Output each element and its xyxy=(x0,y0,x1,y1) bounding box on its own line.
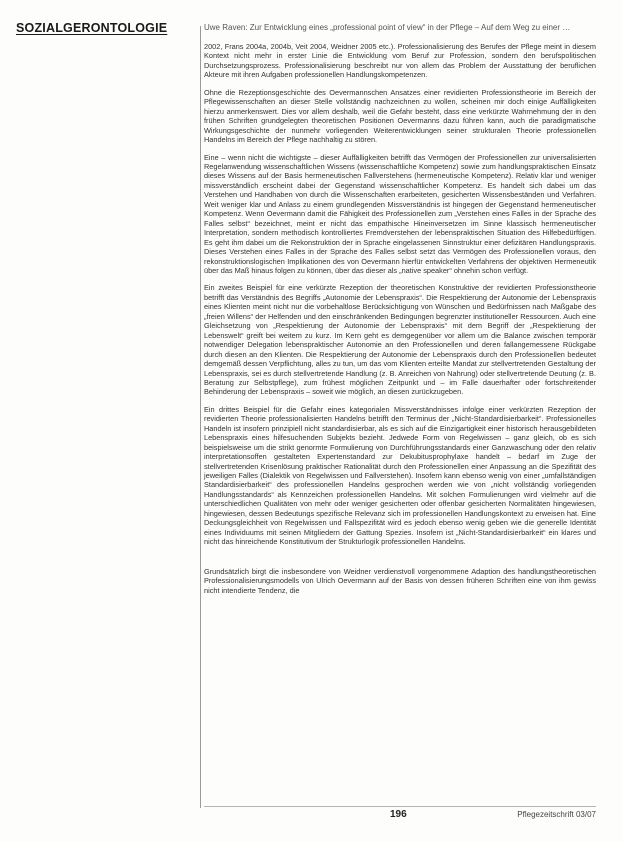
body-column xyxy=(204,42,596,603)
page-number: 196 xyxy=(390,809,407,820)
journal-name: SOZIALGERONTOLOGIE xyxy=(16,21,168,35)
paragraph-3: Eine – wenn nicht die wichtigste – dieser Auffälligkeiten betrifft das Vermögen der Professionellen zur universalisierten Regelanwendung wissenschaftlichen Wissens (wissenschaftliche Kompetenz) sowie zum handlungspraktischen Einsatz dieses Wissens auf der Basis hermeneutischen Fallverstehens (hermeneutische Kompetenz). Relativ klar und weniger missverständlich erscheint dabei der Gegenstand wissenschaftlicher Kompetenz. Es handelt sich dabei um das Verstehen und Handhaben von durch die Wissenschaften erarbeiteten, gesicherten Wissensbeständen und Verfahren. Weit weniger klar und Anlass zu einem grundlegenden Missverständnis ist hingegen der Gegenstand hermeneutischer Kompetenz. Wenn Oevermann damit die Fähigkeit des Professionellen zum „Verstehen eines Falles in der Sprache des Falles selbst“ bezeichnet, meint er nicht das empathische Hineinversetzen im Sinne klassisch hermeneutischer Interpretation, sondern methodisch kontrolliertes Fremdverstehen der lebenspraktischen Situation des Hilfebedürftigen. Es geht ihm dabei um die Rekonstruktion der in Sprache eingelassenen Sinnstruktur einer defizitären Handlungspraxis. Dieses Verstehen eines Falles in der Sprache des Falles selbst setzt das Vermögen des Professionellen voraus, den rekonstruktionslogischen Implikationen des von Oevermann hierfür entwickelten Verfahrens der objektiven Hermeneutik über das Maß hinaus folgen zu können, über das dieser als „native speaker“ ohnehin schon verfügt. xyxy=(204,152,596,275)
article-reference: Uwe Raven: Zur Entwicklung eines „professional point of view“ in der Pflege – Auf dem Weg zu einer … xyxy=(204,23,571,32)
paragraph-4: Ein zweites Beispiel für eine verkürzte Rezeption der theoretischen Konstruktive der revidierten Professionstheorie betrifft das Verständnis des Begriffs „Autonomie der Lebenspraxis“. Die Respektierung der Autonomie der Lebenspraxis eines Klienten meint nicht nur die vorbehaltlose Berücksichtigung von Wünschen und Bedürfnissen nach Maßgabe des „freien Willens“ der Helfenden und den einschränkenden Bedingungen begrenzter institutioneller Ressourcen. Auch eine Gleichsetzung von „Respektierung der Autonomie der Lebenspraxis“ mit dem Begriff der „Respektierung der Lebenswelt“ greift bei weitem zu kurz. Im Kern geht es demgegenüber vor allem um die Balance zwischen temporär notwendiger Delegation lebenspraktischer Autonomie an den Professionellen und deren fallangemessene Rückgabe durch diesen an den Klienten. Die Respektierung der Autonomie der Lebenspraxis durch den Professionellen bedeutet demgemäß dessen Verpflichtung, alles zu tun, um das vom Klienten erteilte Mandat zur stellvertretenden Gestaltung der Lebenspraxis, sei es durch stellvertretende Handlung (z. B. Anreichen von Nahrung) oder stellvertretende Deutung (z. B. Beratung zur Selbstpflege), zum frühest möglichen Zeitpunkt und – im Falle dauerhafter oder fortschreitender Behinderung der Lebenspraxis – soweit wie möglich, an diesen zurückzugeben. xyxy=(204,283,596,397)
paragraph-2: Ohne die Rezeptionsgeschichte des Oevermannschen Ansatzes einer revidierten Professionstheorie im Bereich der Pflegewissenschaften an dieser Stelle vollständig nachzeichnen zu wollen, scheinen mir doch einige Auffälligkeiten hierzu anmerkenswert. Dies vor allem deshalb, weil die Gefahr besteht, dass eine verkürzte Wahrnehmung der in den frühen Schriften grundgelegten theoretischen Positionen Oevermanns dazu führen kann, auch die paradigmatische Wirkungsgeschichte der nunmehr vorliegenden Weiterentwicklungen seiner strukturalen Theorie professionellen Handelns im Bereich der Pflege nachhaltig zu stören. xyxy=(204,87,596,145)
paragraph-1: 2002, Frans 2004a, 2004b, Veit 2004, Weidner 2005 etc.). Professionalisierung des Berufes der Pflege meint in diesem Kontext nicht mehr in erster Linie die Entwicklung vom Beruf zur Profession, sondern den berufspolitischen Durchsetzungsprozess. Professionalisierung beschreibt nur von allem das Problem der Ausstattung der beruflichen Akteure mit ihren Aufgaben professionellen Handlungskompetenzen. xyxy=(204,42,596,80)
paragraph-6: Grundsätzlich birgt die insbesondere von Weidner verdienstvoll vorgenommene Adaption des handlungstheoretischen Professionalisierungsmodells von Ulrich Oevermann auf der Basis von dessen früheren Schriften eine von ihm gewiss nicht intendierte Tendenz, die xyxy=(204,566,596,595)
running-head xyxy=(16,21,606,39)
left-margin-rule xyxy=(200,26,201,808)
issue-reference: Pflegezeitschrift 03/07 xyxy=(517,810,596,819)
paragraph-5: Ein drittes Beispiel für die Gefahr eines kategorialen Missverständnisses infolge einer verkürzten Rezeption der revidierten Theorie professionalisierten Handelns betrifft den Terminus der „Nicht-Standardisierbarkeit“. Professionelles Handeln ist insofern prinzipiell nicht standardisierbar, als es sich auf die Einzigartigkeit einer historisch herausgebildeten Lebenspraxis eines hilfesuchenden Subjekts bezieht. Jedwede Form von Regelwissen – ganz gleich, ob es sich beispielsweise um die strikt genormte Formulierung von Durchführungsstandards einer Ganzwaschung oder den relativ interpretationsoffen gestalteten Expertenstandard zur Dekubitusprophylaxe handelt – bedarf im Zuge der stellvertretenden Krisenlösung praktischer Rationalität durch den Professionellen einer Anpassung an die Spezifität des jeweiligen Falles (Dialektik von Regelwissen und Fallverstehen). Insofern kann ebenso wenig von einer „umfallständigen Standardisierbarkeit“ des professionellen Handelns gesprochen werden wie von „nicht vollständig vorliegenden Handlungsstandards“ als Kennzeichen professionellen Handelns. Mit solchen Formulierungen wird vielmehr auf die unterschiedlichen Qualitäten von mehr oder weniger gesicherten oder offenbar gesicherten Normalitäten hingewiesen, hingewiesen, dessen Bedeutungs spezifische Relevanz sich im professionellen Handlungskontext zu erweisen hat. Eine Deckungsgleichheit von Regelwissen und Fallspezifität wird es jedoch ebenso wenig geben wie die generelle Identität eines Individuums mit seinen Mitgliedern der Gattung Spezies. Insofern ist „Nicht-Standardisierbarkeit“ ein klares und nicht das hinreichende Konstitutivum der Strukturlogik professionellen Handelns. xyxy=(204,404,596,547)
page-footer xyxy=(204,806,596,821)
